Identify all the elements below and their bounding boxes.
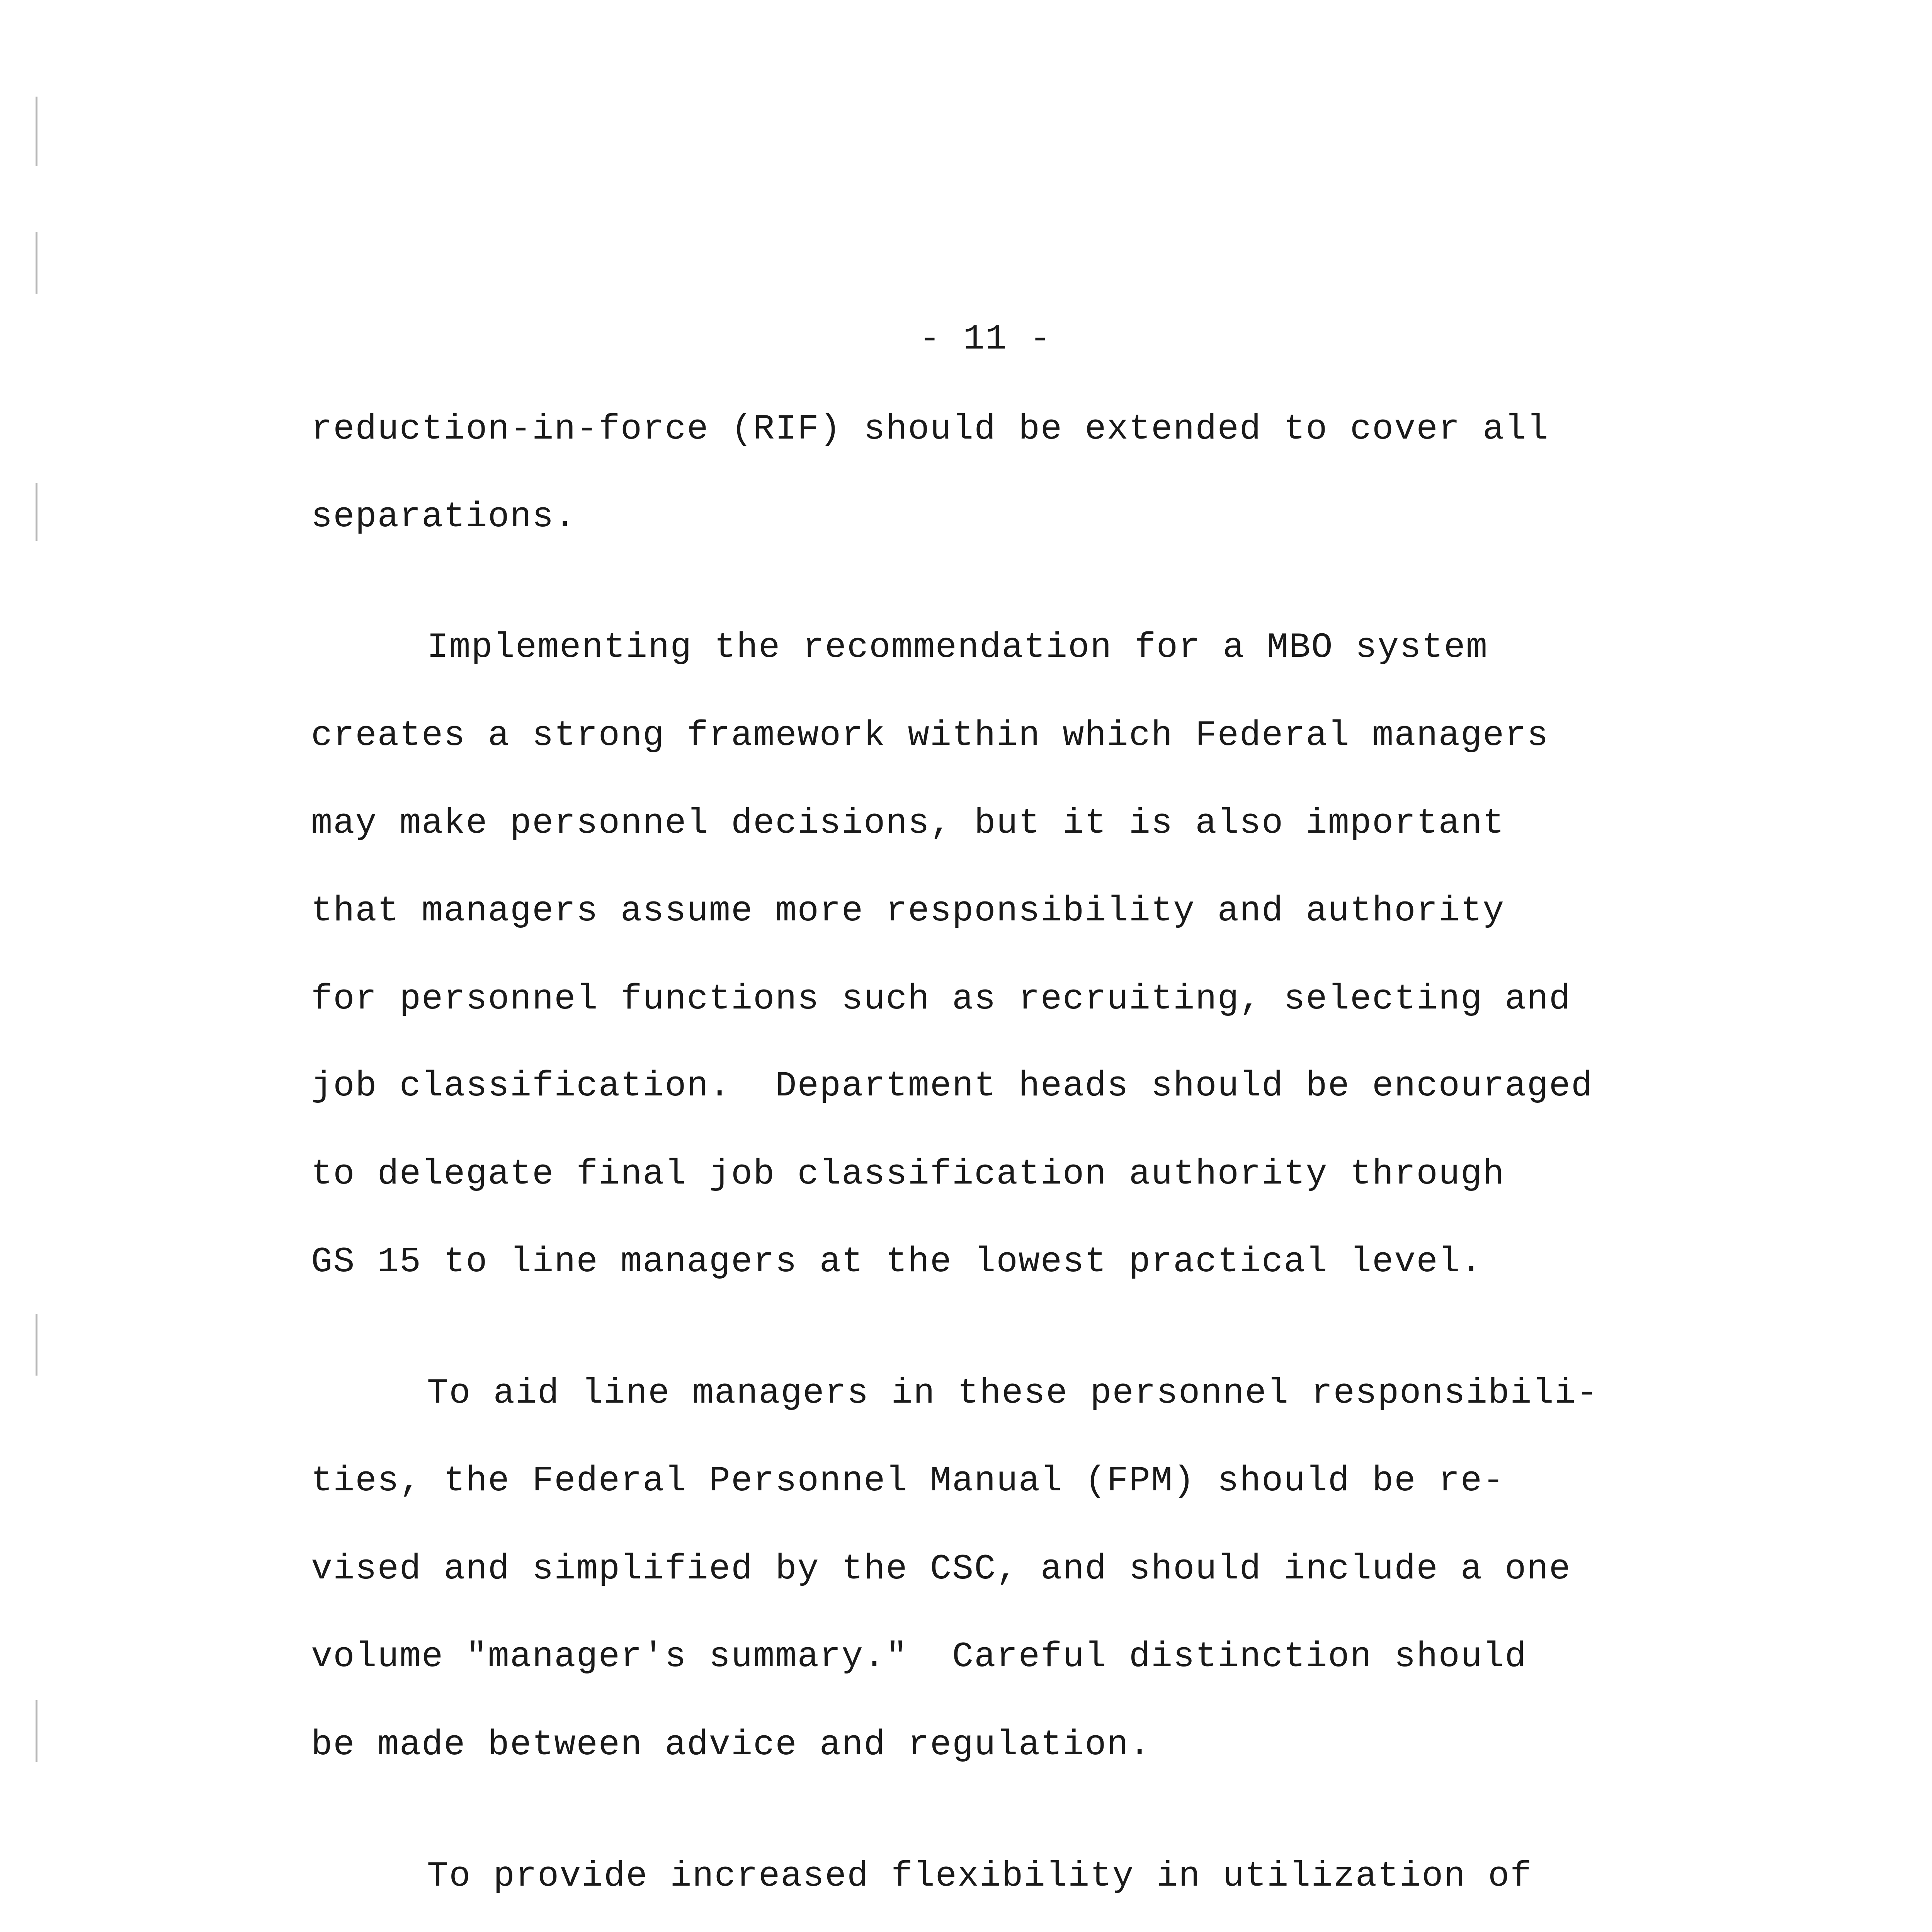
paragraph-first-line: To aid line managers in these personnel responsibili- — [427, 1373, 1599, 1413]
scan-mark — [36, 483, 37, 541]
text-line: be made between advice and regulation. — [311, 1725, 1151, 1765]
text-line: reduction-in-force (RIF) should be extended to cover all — [311, 409, 1549, 449]
paragraph-first-line: Implementing the recommendation for a MBO system — [427, 627, 1488, 668]
scan-mark — [36, 232, 37, 294]
text-line: may make personnel decisions, but it is also important — [311, 803, 1505, 844]
text-line: job classification. Department heads should be encouraged — [311, 1066, 1594, 1106]
text-line: GS 15 to line managers at the lowest practical level. — [311, 1242, 1483, 1282]
paragraph-first-line: To provide increased flexibility in utilization of — [427, 1856, 1532, 1896]
text-line: separations. — [311, 497, 577, 537]
page-number: - 11 - — [919, 319, 1052, 359]
text-line: vised and simplified by the CSC, and should include a one — [311, 1549, 1571, 1589]
text-line: that managers assume more responsibility and authority — [311, 891, 1505, 931]
scan-mark — [36, 1314, 37, 1376]
scan-mark — [36, 97, 37, 166]
text-line: to delegate final job classification authority through — [311, 1154, 1505, 1194]
text-line: creates a strong framework within which Federal managers — [311, 715, 1549, 756]
text-line: ties, the Federal Personnel Manual (FPM) should be re- — [311, 1461, 1505, 1501]
text-line: volume "manager's summary." Careful distinction should — [311, 1636, 1527, 1677]
scan-mark — [36, 1700, 37, 1762]
text-line: for personnel functions such as recruiting, selecting and — [311, 979, 1571, 1019]
